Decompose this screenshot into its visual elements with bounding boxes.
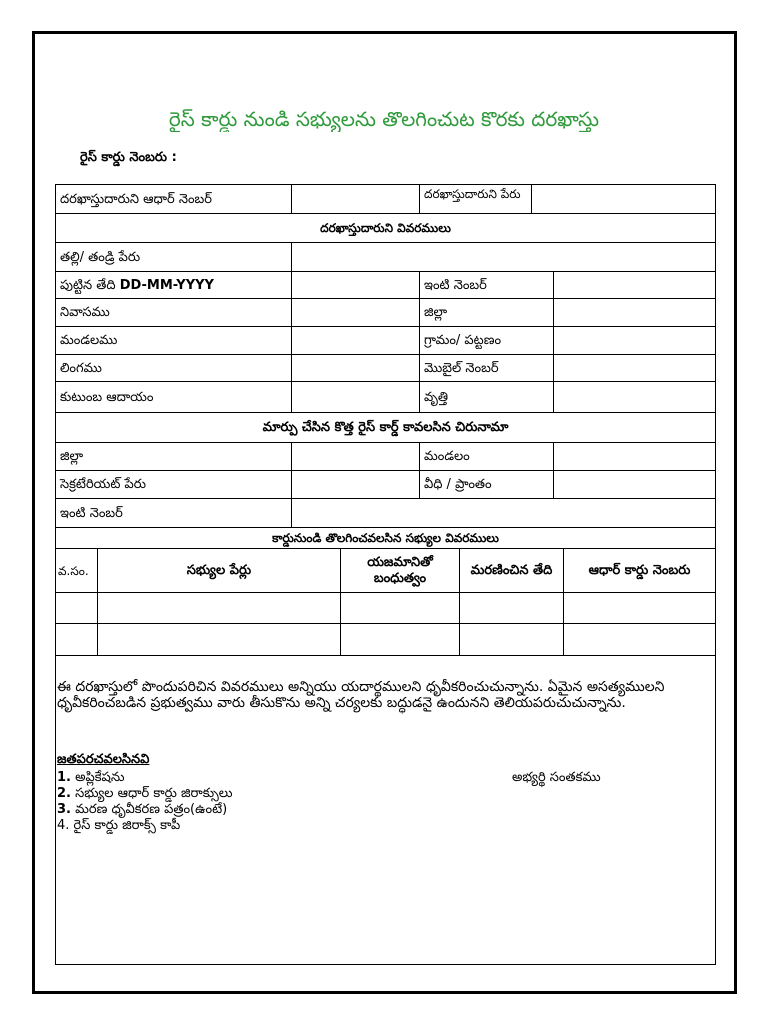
col-member-names: సభ్యుల పేర్లు xyxy=(97,548,341,593)
district-value-cell xyxy=(553,298,716,327)
dob-cell xyxy=(55,271,292,299)
member-row-2-name xyxy=(97,623,341,656)
attachment-number: 3. xyxy=(57,802,71,817)
house-number-label: ఇంటి నెంబర్ xyxy=(419,271,554,299)
secretariat-name-value-cell xyxy=(291,470,420,499)
members-heading: కార్డునుండి తొలగించవలసిన సభ్యుల వివరములు xyxy=(55,527,716,549)
dob-value-cell xyxy=(291,271,420,299)
secretariat-name-label: సెక్రటేరియట్ పేరు xyxy=(55,470,292,499)
attachment-item xyxy=(57,770,233,786)
member-row-1-serial xyxy=(55,592,98,624)
new-district-value-cell xyxy=(291,442,420,471)
family-income-label: కుటుంబ ఆదాయం xyxy=(55,381,292,413)
new-house-number-label: ఇంటి నెంబర్ xyxy=(55,498,292,528)
attachment-text: మరణ ధృవీకరణ పత్రం(ఉంటే) xyxy=(75,802,228,817)
rice-card-number-label: రైస్ కార్డు నెంబరు : xyxy=(80,150,177,165)
attachment-number: 2. xyxy=(57,786,71,801)
applicant-aadhaar-value-cell xyxy=(291,184,420,214)
attachments-heading: జతపరచవలసినవి xyxy=(57,752,150,767)
member-row-1-name xyxy=(97,592,341,624)
new-mandal-label: మండలం xyxy=(419,442,554,471)
col-date-of-death: మరణించిన తేది xyxy=(459,548,564,593)
residence-label: నివాసము xyxy=(55,298,292,327)
dob-format: DD-MM-YYYY xyxy=(119,277,214,293)
attachments-list xyxy=(57,770,233,834)
applicant-aadhaar-label: దరఖాస్తుదారుని ఆధార్ నెంబర్ xyxy=(55,184,292,214)
attachment-text: అప్లికేషను xyxy=(75,770,125,785)
member-row-2-aadhaar xyxy=(563,623,716,656)
new-district-label: జిల్లా xyxy=(55,442,292,471)
street-area-label: వీధి / ప్రాంతం xyxy=(419,470,554,499)
residence-value-cell xyxy=(291,298,420,327)
parent-name-value-cell xyxy=(291,242,716,272)
member-row-1-relation xyxy=(340,592,460,624)
family-income-value-cell xyxy=(291,381,420,413)
gender-value-cell xyxy=(291,354,420,382)
attachment-text: రైస్ కార్డు జిరాక్స్ కాపీ xyxy=(73,818,181,833)
form-title: రైస్ కార్డు నుండి సభ్యులను తొలగించుట కొరకు దరఖాస్తు xyxy=(168,107,600,131)
street-area-value-cell xyxy=(553,470,716,499)
member-row-1-aadhaar xyxy=(563,592,716,624)
mobile-number-value-cell xyxy=(553,354,716,382)
attachment-item xyxy=(57,786,233,802)
member-row-2-serial xyxy=(55,623,98,656)
applicant-name-label: దరఖాస్తుదారుని పేరు xyxy=(419,184,532,214)
member-row-2-relation xyxy=(340,623,460,656)
house-number-value-cell xyxy=(553,271,716,299)
gender-label: లింగము xyxy=(55,354,292,382)
occupation-label: వృత్తి xyxy=(419,381,554,413)
member-row-1-death-date xyxy=(459,592,564,624)
declaration-text: ఈ దరఖాస్తులో పొందుపరిచిన వివరములు అన్నియు యదార్థములని ధృవీకరించుచున్నాను. ఏమైన అసత్యములని ధృవీకరించబడిన ప్రభుత్వము వారు తీసుకొను అన్ని చర్యలకు బద్ధుడనై ఉందునని తెలియపరుచుచున్నాను. xyxy=(57,679,665,711)
col-aadhaar-number: ఆధార్ కార్డు నెంబరు xyxy=(563,548,716,593)
mobile-number-label: మొబైల్ నెంబర్ xyxy=(419,354,554,382)
attachment-item xyxy=(57,802,233,818)
attachment-text: సభ్యుల ఆధార్ కార్డు జిరాక్సులు xyxy=(75,786,233,801)
applicant-details-heading: దరఖాస్తుదారుని వివరములు xyxy=(55,213,716,243)
new-address-heading: మార్పు చేసిన కొత్త రైస్ కార్డ్ కావలసిన చిరునామా xyxy=(55,412,716,443)
village-town-label: గ్రామం/ పట్టణం xyxy=(419,326,554,355)
attachment-number: 4. xyxy=(57,818,70,833)
dob-label: పుట్టిన తేది xyxy=(60,277,116,293)
applicant-name-value-cell xyxy=(531,184,716,214)
village-town-value-cell xyxy=(553,326,716,355)
col-serial-number: వ.సం. xyxy=(55,548,98,593)
mandal-value-cell xyxy=(291,326,420,355)
attachment-item xyxy=(57,818,233,834)
new-house-number-value-cell xyxy=(291,498,716,528)
member-row-2-death-date xyxy=(459,623,564,656)
applicant-signature-label: అభ్యర్థి సంతకము xyxy=(512,770,601,785)
occupation-value-cell xyxy=(553,381,716,413)
col-relation-to-head: యజమానితో బంధుత్వం xyxy=(340,548,460,593)
district-label: జిల్లా xyxy=(419,298,554,327)
attachment-number: 1. xyxy=(57,770,71,785)
new-mandal-value-cell xyxy=(553,442,716,471)
mandal-label: మండలము xyxy=(55,326,292,355)
parent-name-label: తల్లి/ తండ్రి పేరు xyxy=(55,242,292,272)
